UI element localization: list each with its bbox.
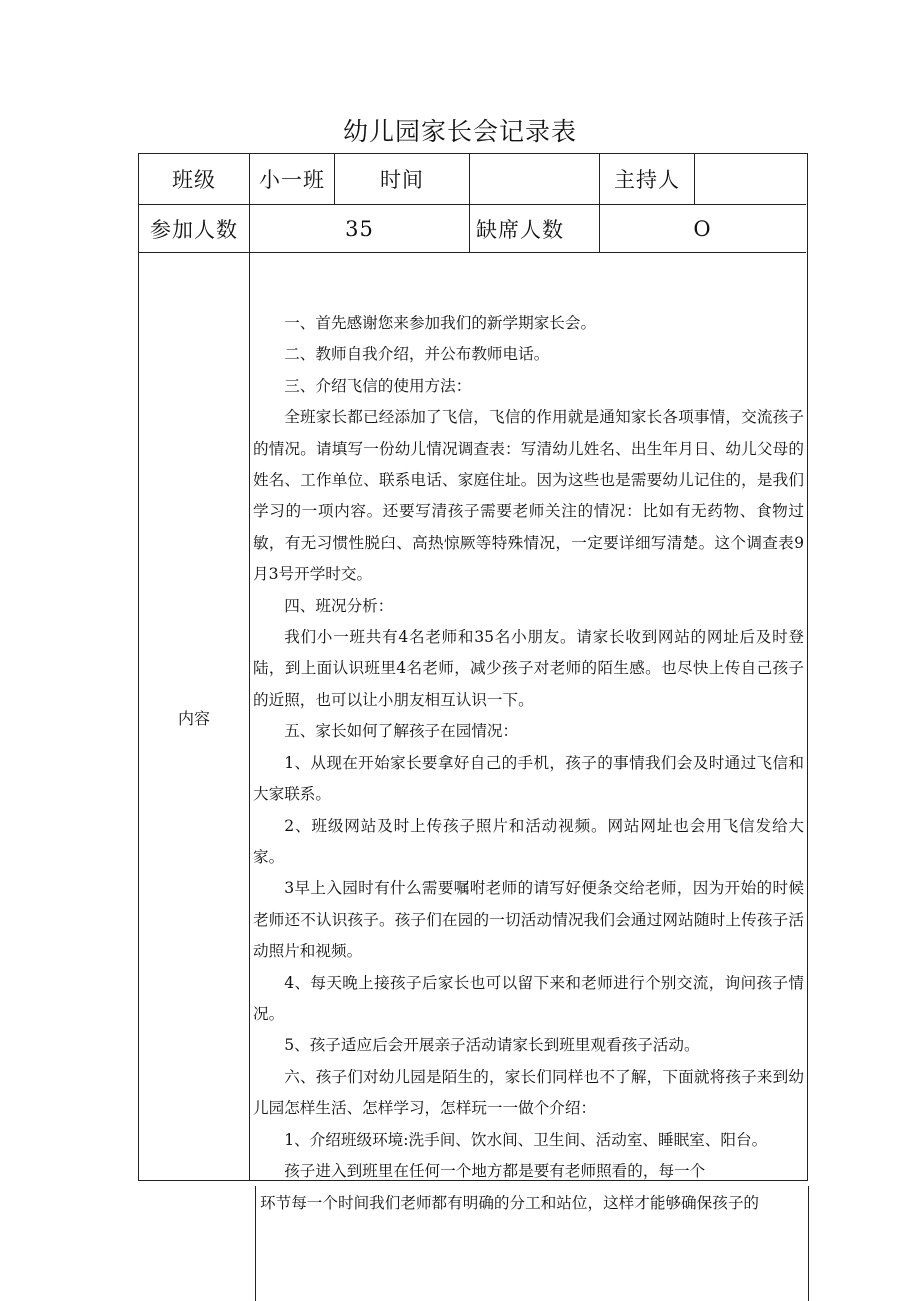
- paragraph: 4、每天晚上接孩子后家长也可以留下来和老师进行个别交流，询问孩子情况。: [253, 973, 804, 1023]
- paragraph: 孩子进入到班里在任何一个地方都是要有老师照看的，每一个: [284, 1161, 706, 1180]
- paragraph: 1、介绍班级环境:洗手间、饮水间、卫生间、活动室、睡眠室、阳台。: [284, 1130, 768, 1149]
- absent-value: O: [693, 216, 712, 241]
- class-value: 小一班: [259, 168, 325, 192]
- attend-label: 参加人数: [150, 217, 238, 242]
- paragraph: 五、家长如何了解孩子在园情况：: [284, 722, 519, 741]
- paragraph: 六、孩子们对幼儿园是陌生的，家长们同样也不了解，下面就将孩子来到幼儿园怎样生活、怎样学习，怎样玩一一做个介绍：: [253, 1067, 804, 1118]
- time-label: 时间: [380, 168, 424, 192]
- attend-value: 35: [345, 216, 374, 241]
- paragraph: 1、从现在开始家长要拿好自己的手机，孩子的事情我们会及时通过飞信和大家联系。: [253, 753, 804, 804]
- page-title: 幼儿园家长会记录表: [342, 117, 577, 146]
- time-value: [470, 154, 599, 204]
- paragraph: 四、班况分析：: [284, 596, 394, 615]
- absent-label: 缺席人数: [476, 217, 564, 242]
- continuation-frame: [255, 1186, 809, 1301]
- host-value: [695, 154, 805, 204]
- paragraph: 二、教师自我介绍，并公布教师电话。: [284, 345, 550, 364]
- class-label: 班级: [172, 168, 216, 192]
- record-table: [138, 153, 808, 1181]
- continuation-text: 环节每一个时间我们老师都有明确的分工和站位，这样才能够确保孩子的: [260, 1194, 760, 1212]
- row-divider-2: [139, 252, 806, 253]
- paragraph: 一、首先感谢您来参加我们的新学期家长会。: [284, 314, 597, 332]
- col-divider: [249, 154, 250, 1180]
- paragraph: 3早上入园时有什么需要嘱咐老师的请写好便条交给老师，因为开始的时候老师还不认识孩子。孩子们在园的一切活动情况我们会通过网站随时上传孩子活动照片和视频。: [253, 879, 804, 961]
- paragraph: 5、孩子适应后会开展亲子活动请家长到班里观看孩子活动。: [284, 1036, 700, 1055]
- content-body: [253, 308, 804, 1187]
- content-label: 内容: [177, 709, 210, 728]
- paragraph: 2、班级网站及时上传孩子照片和活动视频。网站网址也会用飞信发给大家。: [253, 816, 804, 866]
- paragraph: 全班家长都已经添加了飞信，飞信的作用就是通知家长各项事情，交流孩子的情况。请填写一份幼儿情况调查表：写清幼儿姓名、出生年月日、幼儿父母的姓名、工作单位、联系电话、家庭住址。因为这些也是需要幼儿记住的，是我们学习的一项内容。还要写清孩子需要老师关注的情况：比如有无药物、食物过敏，有无习惯性脱臼、高热惊厥等特殊情况，一定要详细写清楚。这个调查表9月3号开学时交。: [253, 408, 804, 584]
- host-label: 主持人: [614, 168, 680, 192]
- paragraph: 三、介绍飞信的使用方法：: [284, 376, 472, 395]
- paragraph: 我们小一班共有4名老师和35名小朋友。请家长收到网站的网址后及时登陆，到上面认识班里4名老师，减少孩子对老师的陌生感。也尽快上传自己孩子的近照，也可以让小朋友相互认识一下。: [253, 628, 804, 709]
